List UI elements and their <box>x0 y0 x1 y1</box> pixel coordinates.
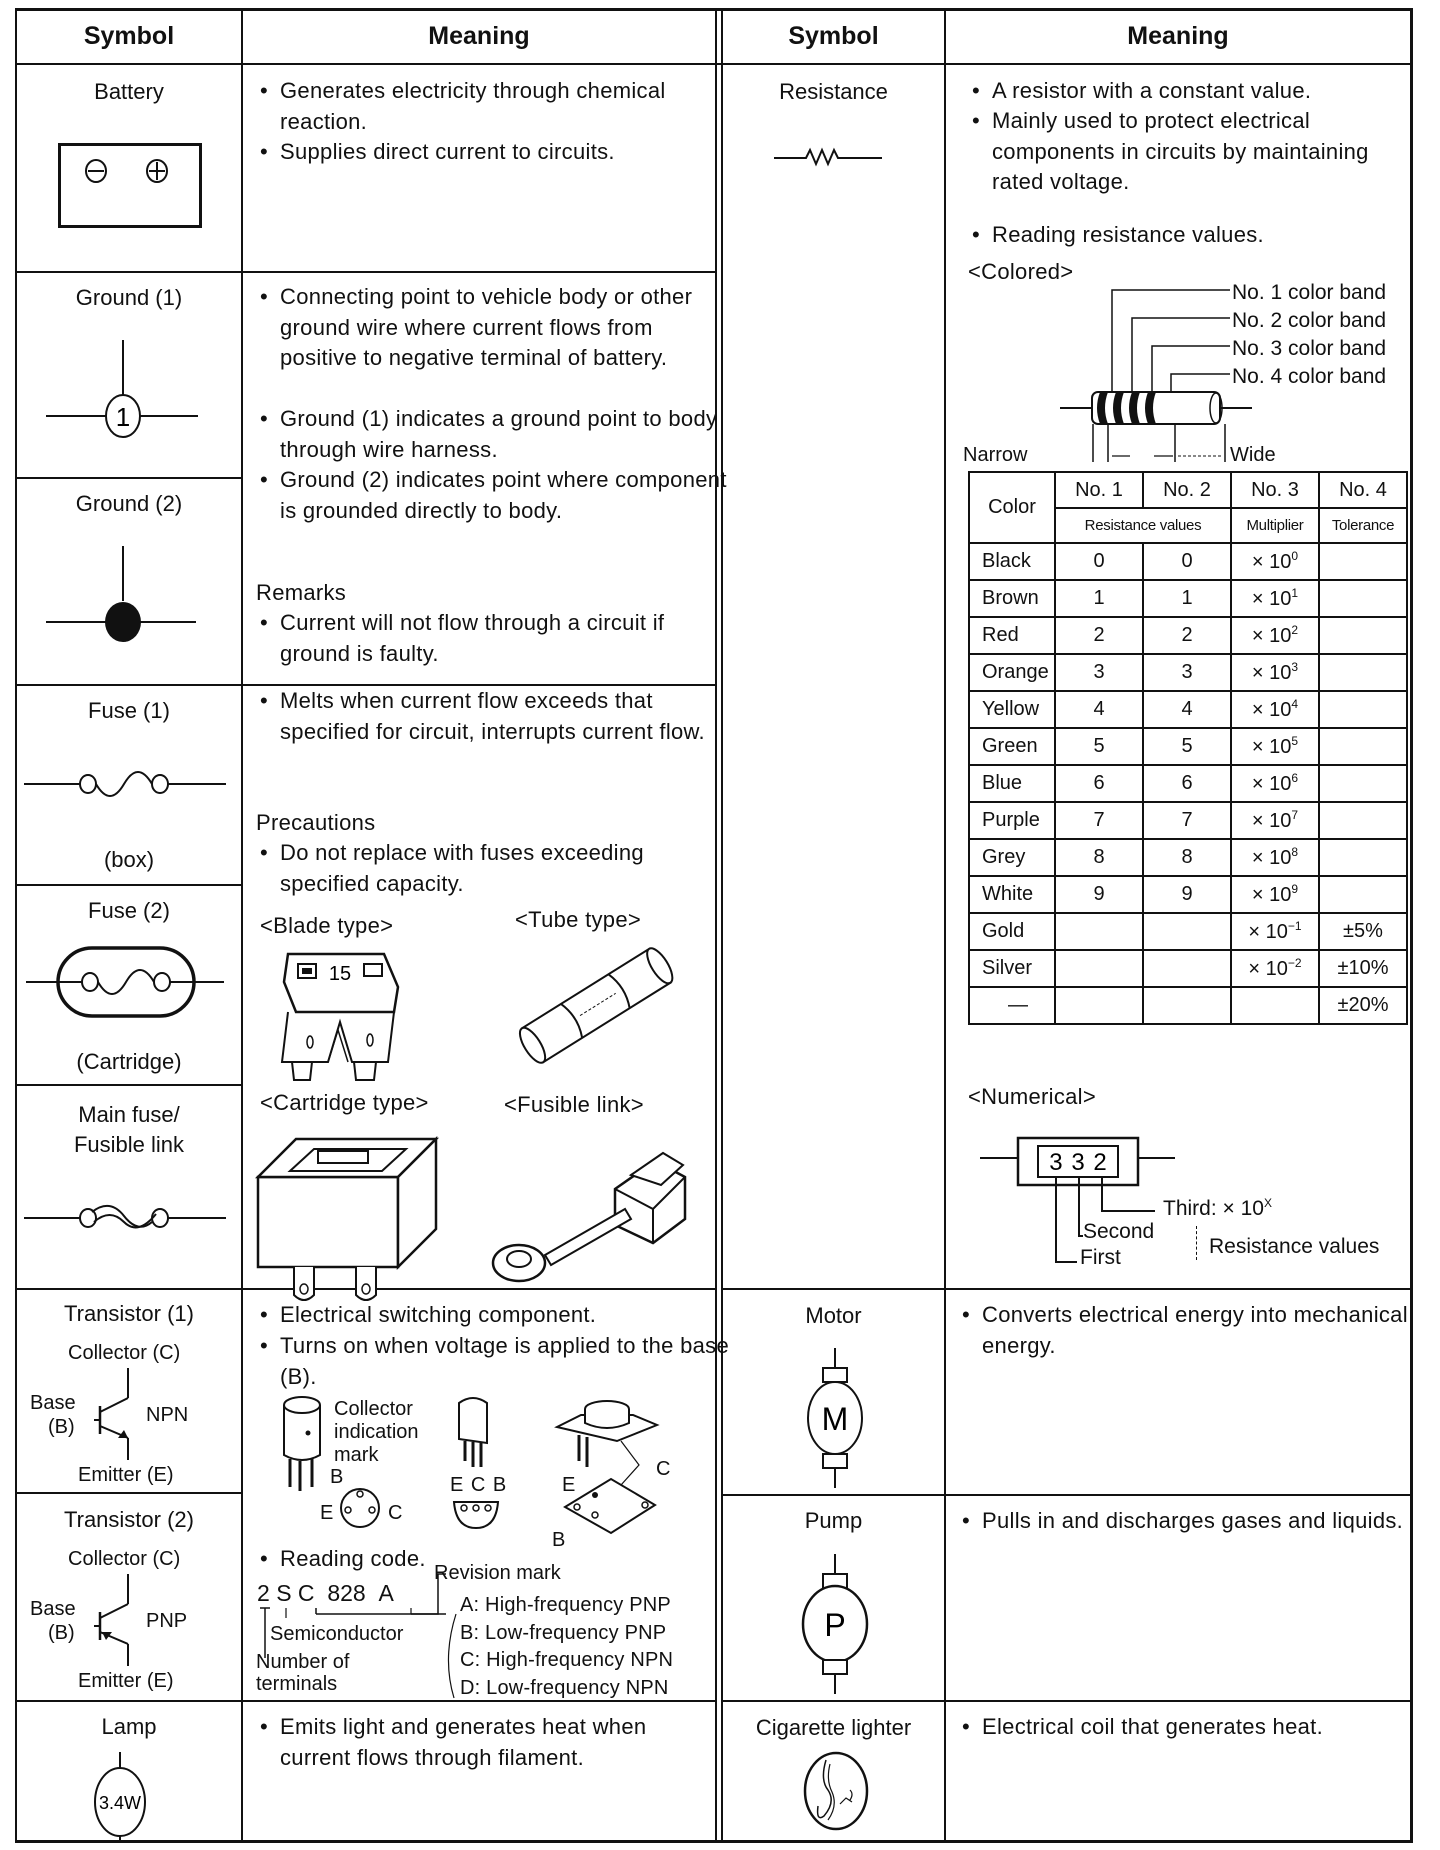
lamp-icon <box>80 1752 160 1842</box>
cell-no2 <box>1143 950 1231 987</box>
cell-no2: 2 <box>1143 617 1231 654</box>
cell-color: Brown <box>969 580 1055 617</box>
code-number: 828 <box>327 1580 366 1606</box>
t2-collector-label: Collector (C) <box>68 1548 181 1570</box>
cartridge-type-label: <Cartridge type> <box>260 1090 429 1115</box>
bottom-border <box>15 1840 1412 1843</box>
cell-tolerance <box>1319 876 1407 913</box>
cell-multiplier: × $10^{-1}$ <box>1231 913 1319 950</box>
code-revision: A <box>378 1580 394 1606</box>
transistor-bullet: • Electrical switching component. <box>258 1300 730 1331</box>
to3-label-c: C <box>656 1458 671 1480</box>
to3-label-e: E <box>562 1474 576 1496</box>
row-divider <box>721 1288 1412 1290</box>
code-legend <box>460 1592 673 1702</box>
cell-multiplier <box>1231 987 1319 1024</box>
table-row <box>969 876 1407 913</box>
resistance-reading-bullet: • Reading resistance values. <box>970 220 1412 251</box>
svg-text:1: 1 <box>115 402 131 432</box>
row-divider <box>15 271 717 273</box>
battery-title: Battery <box>94 79 164 104</box>
cell-multiplier: × $10^7$ <box>1231 802 1319 839</box>
header-meaning-left: Meaning <box>428 22 530 50</box>
to3-illustration <box>555 1395 665 1545</box>
cell-no1: 4 <box>1055 691 1143 728</box>
cell-no2: 8 <box>1143 839 1231 876</box>
collector-indication-mark: Collector indication mark <box>334 1398 419 1466</box>
reading-code-bullet: • Reading code. <box>258 1544 426 1575</box>
table-row <box>969 580 1407 617</box>
table-row <box>969 802 1407 839</box>
brace <box>1196 1226 1199 1260</box>
cell-no1: 2 <box>1055 617 1143 654</box>
cell-color: Orange <box>969 654 1055 691</box>
fuse1-sub: (box) <box>103 847 155 872</box>
cell-no2: 6 <box>1143 765 1231 802</box>
top-border <box>15 8 1412 11</box>
cell-tolerance: ±20% <box>1319 987 1407 1024</box>
battery-icon <box>58 143 203 229</box>
cell-no2 <box>1143 987 1231 1024</box>
svg-text:3 3 2: 3 3 2 <box>1049 1149 1107 1176</box>
band-label-3: No. 3 color band <box>1232 337 1387 360</box>
code-semiconductor: S <box>276 1580 292 1606</box>
ground1-icon <box>46 340 202 450</box>
table-header-no1: No. 1 <box>1055 472 1143 508</box>
cell-no2: 7 <box>1143 802 1231 839</box>
cell-no1: 7 <box>1055 802 1143 839</box>
cell-tolerance <box>1319 765 1407 802</box>
t1-base-label: Base <box>30 1392 76 1414</box>
svg-text:P: P <box>824 1607 846 1643</box>
cell-no1 <box>1055 987 1143 1024</box>
code-legend-b: B: Low-frequency PNP <box>460 1621 667 1644</box>
t1-emitter-label: Emitter (E) <box>78 1464 174 1486</box>
ground-bullet: • Ground (2) indicates point where component is grounded directly to body. <box>258 465 730 526</box>
table-sub-tolerance: Tolerance <box>1319 508 1407 543</box>
resistor-icon <box>774 146 884 166</box>
header-meaning-right: Meaning <box>1127 22 1229 50</box>
npn-transistor-icon <box>94 1368 144 1460</box>
lamp-title: Lamp <box>101 1714 157 1739</box>
table-header-row <box>969 472 1407 508</box>
code-legend-c: C: High-frequency NPN <box>460 1649 674 1671</box>
cell-no2: 3 <box>1143 654 1231 691</box>
row-divider <box>15 884 243 886</box>
cartridge-fuse-illustration <box>256 1135 446 1275</box>
cell-color: Gold <box>969 913 1055 950</box>
fusible-link-illustration <box>485 1135 705 1275</box>
cell-multiplier: × $10^1$ <box>1231 580 1319 617</box>
header-divider <box>15 63 1412 65</box>
cell-color: White <box>969 876 1055 913</box>
cell-color: — <box>969 987 1055 1024</box>
cell-tolerance <box>1319 543 1407 580</box>
cell-no1: 8 <box>1055 839 1143 876</box>
pin-label-b: B <box>330 1466 344 1488</box>
cell-no2: 9 <box>1143 876 1231 913</box>
battery-bullet: • Generates electricity through chemical reaction. <box>258 76 730 137</box>
transistor1-title: Transistor (1) <box>64 1301 194 1326</box>
cell-color: Purple <box>969 802 1055 839</box>
pnp-transistor-icon <box>94 1574 144 1666</box>
cigarette-lighter-bullet: • Electrical coil that generates heat. <box>960 1712 1422 1743</box>
t1-collector-label: Collector (C) <box>68 1342 181 1364</box>
table-header-no4: No. 4 <box>1319 472 1407 508</box>
table-row <box>969 728 1407 765</box>
right-col-divider <box>944 8 946 1843</box>
blade-type-label: <Blade type> <box>260 913 394 938</box>
row-divider <box>721 1700 1412 1702</box>
ground-remarks-label: Remarks <box>256 580 347 605</box>
cell-no2 <box>1143 913 1231 950</box>
wide-label: Wide <box>1230 444 1276 466</box>
cell-no1: 0 <box>1055 543 1143 580</box>
main-fuse-title-line2: Fusible link <box>73 1132 185 1157</box>
table-row <box>969 691 1407 728</box>
ground1-title: Ground (1) <box>75 285 183 310</box>
table-header-no3: No. 3 <box>1231 472 1319 508</box>
header-symbol-left: Symbol <box>83 22 175 50</box>
cigarette-lighter-icon <box>800 1750 872 1832</box>
table-header-no2: No. 2 <box>1143 472 1231 508</box>
cell-no2: 0 <box>1143 543 1231 580</box>
table-row <box>969 543 1407 580</box>
cell-tolerance <box>1319 580 1407 617</box>
cell-tolerance <box>1319 802 1407 839</box>
pnp-label: PNP <box>146 1610 188 1632</box>
main-fuse-title <box>15 1100 243 1160</box>
resistance-bullet: • Mainly used to protect electrical components in circuits by maintaining rated voltage. <box>970 106 1412 198</box>
cell-color: Green <box>969 728 1055 765</box>
cell-no2: 5 <box>1143 728 1231 765</box>
resistance-values-label: Resistance values <box>1209 1235 1380 1258</box>
cell-tolerance <box>1319 617 1407 654</box>
motor-title: Motor <box>805 1303 862 1328</box>
fusible-link-icon <box>24 1200 230 1236</box>
cell-multiplier: × $10^9$ <box>1231 876 1319 913</box>
tube-type-label: <Tube type> <box>515 907 642 932</box>
table-row <box>969 950 1407 987</box>
table-row <box>969 839 1407 876</box>
cell-color: Silver <box>969 950 1055 987</box>
table-row <box>969 913 1407 950</box>
fuse2-sub: (Cartridge) <box>76 1049 182 1074</box>
resistance-title: Resistance <box>779 79 888 104</box>
cell-no2: 4 <box>1143 691 1231 728</box>
cell-no1: 9 <box>1055 876 1143 913</box>
blade-fuse-illustration <box>276 952 411 1087</box>
band-label-2: No. 2 color band <box>1232 309 1387 332</box>
cell-no1: 6 <box>1055 765 1143 802</box>
fuse1-title: Fuse (1) <box>88 698 170 723</box>
cell-multiplier: × $10^0$ <box>1231 543 1319 580</box>
pin-label-c: C <box>388 1502 403 1524</box>
color-band-labels <box>1232 279 1386 391</box>
t2-emitter-label: Emitter (E) <box>78 1670 174 1692</box>
table-row <box>969 654 1407 691</box>
cell-multiplier: × $10^2$ <box>1231 617 1319 654</box>
cell-tolerance: ±5% <box>1319 913 1407 950</box>
transistor2-title: Transistor (2) <box>64 1507 194 1532</box>
cell-no1 <box>1055 913 1143 950</box>
cell-no1: 3 <box>1055 654 1143 691</box>
t2-base-label: Base <box>30 1598 76 1620</box>
band-label-4: No. 4 color band <box>1232 365 1387 388</box>
table-row <box>969 765 1407 802</box>
fuse2-cartridge-icon <box>26 946 226 1018</box>
cell-no1 <box>1055 950 1143 987</box>
pump-icon <box>792 1554 878 1694</box>
third-label: Third: × $10^X$ <box>1163 1196 1272 1220</box>
cell-multiplier: × $10^8$ <box>1231 839 1319 876</box>
cell-tolerance <box>1319 654 1407 691</box>
pinout-circle-icon <box>338 1486 382 1530</box>
table-row <box>969 987 1407 1024</box>
motor-bullet: • Converts electrical energy into mechanical energy. <box>960 1300 1422 1361</box>
fuse2-title: Fuse (2) <box>88 898 170 923</box>
transistor-bullet: • Turns on when voltage is applied to the base (B). <box>258 1331 730 1392</box>
pin-label-e: E <box>320 1502 334 1524</box>
svg-text:3.4W: 3.4W <box>98 1793 142 1813</box>
svg-text:15: 15 <box>328 963 352 985</box>
fuse-bullet: • Melts when current flow exceeds that specified for circuit, interrupts current flow. <box>258 686 730 747</box>
table-header-color: Color <box>969 472 1055 543</box>
cell-color: Blue <box>969 765 1055 802</box>
semiconductor-label: Semiconductor <box>270 1623 404 1645</box>
table-sub-resistance: Resistance values <box>1055 508 1231 543</box>
cell-color: Black <box>969 543 1055 580</box>
fuse-precautions-label: Precautions <box>256 810 376 835</box>
numerical-label: <Numerical> <box>968 1084 1097 1109</box>
motor-icon <box>792 1348 878 1488</box>
narrow-label: Narrow <box>963 444 1028 466</box>
fusible-link-label: <Fusible link> <box>504 1092 644 1117</box>
npn-label: NPN <box>146 1404 189 1426</box>
row-divider <box>15 1492 243 1494</box>
cigarette-lighter-title: Cigarette lighter <box>755 1715 912 1740</box>
cell-color: Red <box>969 617 1055 654</box>
table-sub-multiplier: Multiplier <box>1231 508 1319 543</box>
revision-mark-label: Revision mark <box>434 1562 561 1584</box>
color-band-resistor-illustration <box>1020 280 1260 460</box>
t2-base-b-label: (B) <box>48 1622 75 1644</box>
row-divider <box>721 1494 1412 1496</box>
code-type: C <box>297 1580 315 1606</box>
color-code-table <box>968 471 1408 1025</box>
cell-multiplier: × $10^6$ <box>1231 765 1319 802</box>
right-border <box>1410 8 1413 1843</box>
code-legend-d: D: Low-frequency NPN <box>460 1676 669 1699</box>
ground2-title: Ground (2) <box>75 491 183 516</box>
pump-bullet: • Pulls in and discharges gases and liquids. <box>960 1506 1422 1537</box>
t1-base-b-label: (B) <box>48 1416 75 1438</box>
colored-label: <Colored> <box>968 259 1074 284</box>
cell-multiplier: × $10^4$ <box>1231 691 1319 728</box>
cell-tolerance <box>1319 839 1407 876</box>
svg-text:M: M <box>821 1401 849 1437</box>
cell-multiplier: × $10^3$ <box>1231 654 1319 691</box>
ground2-icon <box>46 546 202 656</box>
flat-pinout-icon <box>450 1496 504 1530</box>
lamp-bullet: • Emits light and generates heat when current flows through filament. <box>258 1712 710 1773</box>
band-label-1: No. 1 color band <box>1232 281 1387 304</box>
cell-tolerance <box>1319 691 1407 728</box>
ecb-label: E C B <box>450 1474 507 1496</box>
cell-color: Grey <box>969 839 1055 876</box>
cell-no1: 5 <box>1055 728 1143 765</box>
pump-title: Pump <box>804 1508 863 1533</box>
to92-flat-illustration <box>455 1395 495 1475</box>
row-divider <box>15 1084 243 1086</box>
cell-multiplier: × $10^5$ <box>1231 728 1319 765</box>
cell-multiplier: × $10^{-2}$ <box>1231 950 1319 987</box>
resistance-bullet: • A resistor with a constant value. <box>970 76 1432 107</box>
cell-tolerance <box>1319 728 1407 765</box>
ground-bullet: • Ground (1) indicates a ground point to body through wire harness. <box>258 404 730 465</box>
tube-fuse-illustration <box>515 950 680 1060</box>
row-divider <box>15 477 243 479</box>
cell-no1: 1 <box>1055 580 1143 617</box>
number-of-terminals-label: Number of terminals <box>256 1651 350 1695</box>
to3-label-b: B <box>552 1529 566 1551</box>
cell-color: Yellow <box>969 691 1055 728</box>
code-terminals: 2 <box>257 1580 270 1606</box>
cell-tolerance: ±10% <box>1319 950 1407 987</box>
ground-remark: • Current will not flow through a circuit if ground is faulty. <box>258 608 700 669</box>
main-fuse-title-line1: Main fuse/ <box>78 1102 180 1127</box>
fuse-precaution: • Do not replace with fuses exceeding specified capacity. <box>258 838 700 899</box>
first-label: First <box>1080 1246 1121 1269</box>
second-label: Second <box>1083 1220 1155 1243</box>
cell-no2: 1 <box>1143 580 1231 617</box>
ground-bullet: • Connecting point to vehicle body or other ground wire where current flows from positive to negative terminal of battery. <box>258 282 730 374</box>
code-legend-a: A: High-frequency PNP <box>460 1594 671 1616</box>
battery-bullet: • Supplies direct current to circuits. <box>258 137 730 168</box>
fuse1-icon <box>24 768 230 804</box>
header-symbol-right: Symbol <box>788 22 879 50</box>
table-row <box>969 617 1407 654</box>
